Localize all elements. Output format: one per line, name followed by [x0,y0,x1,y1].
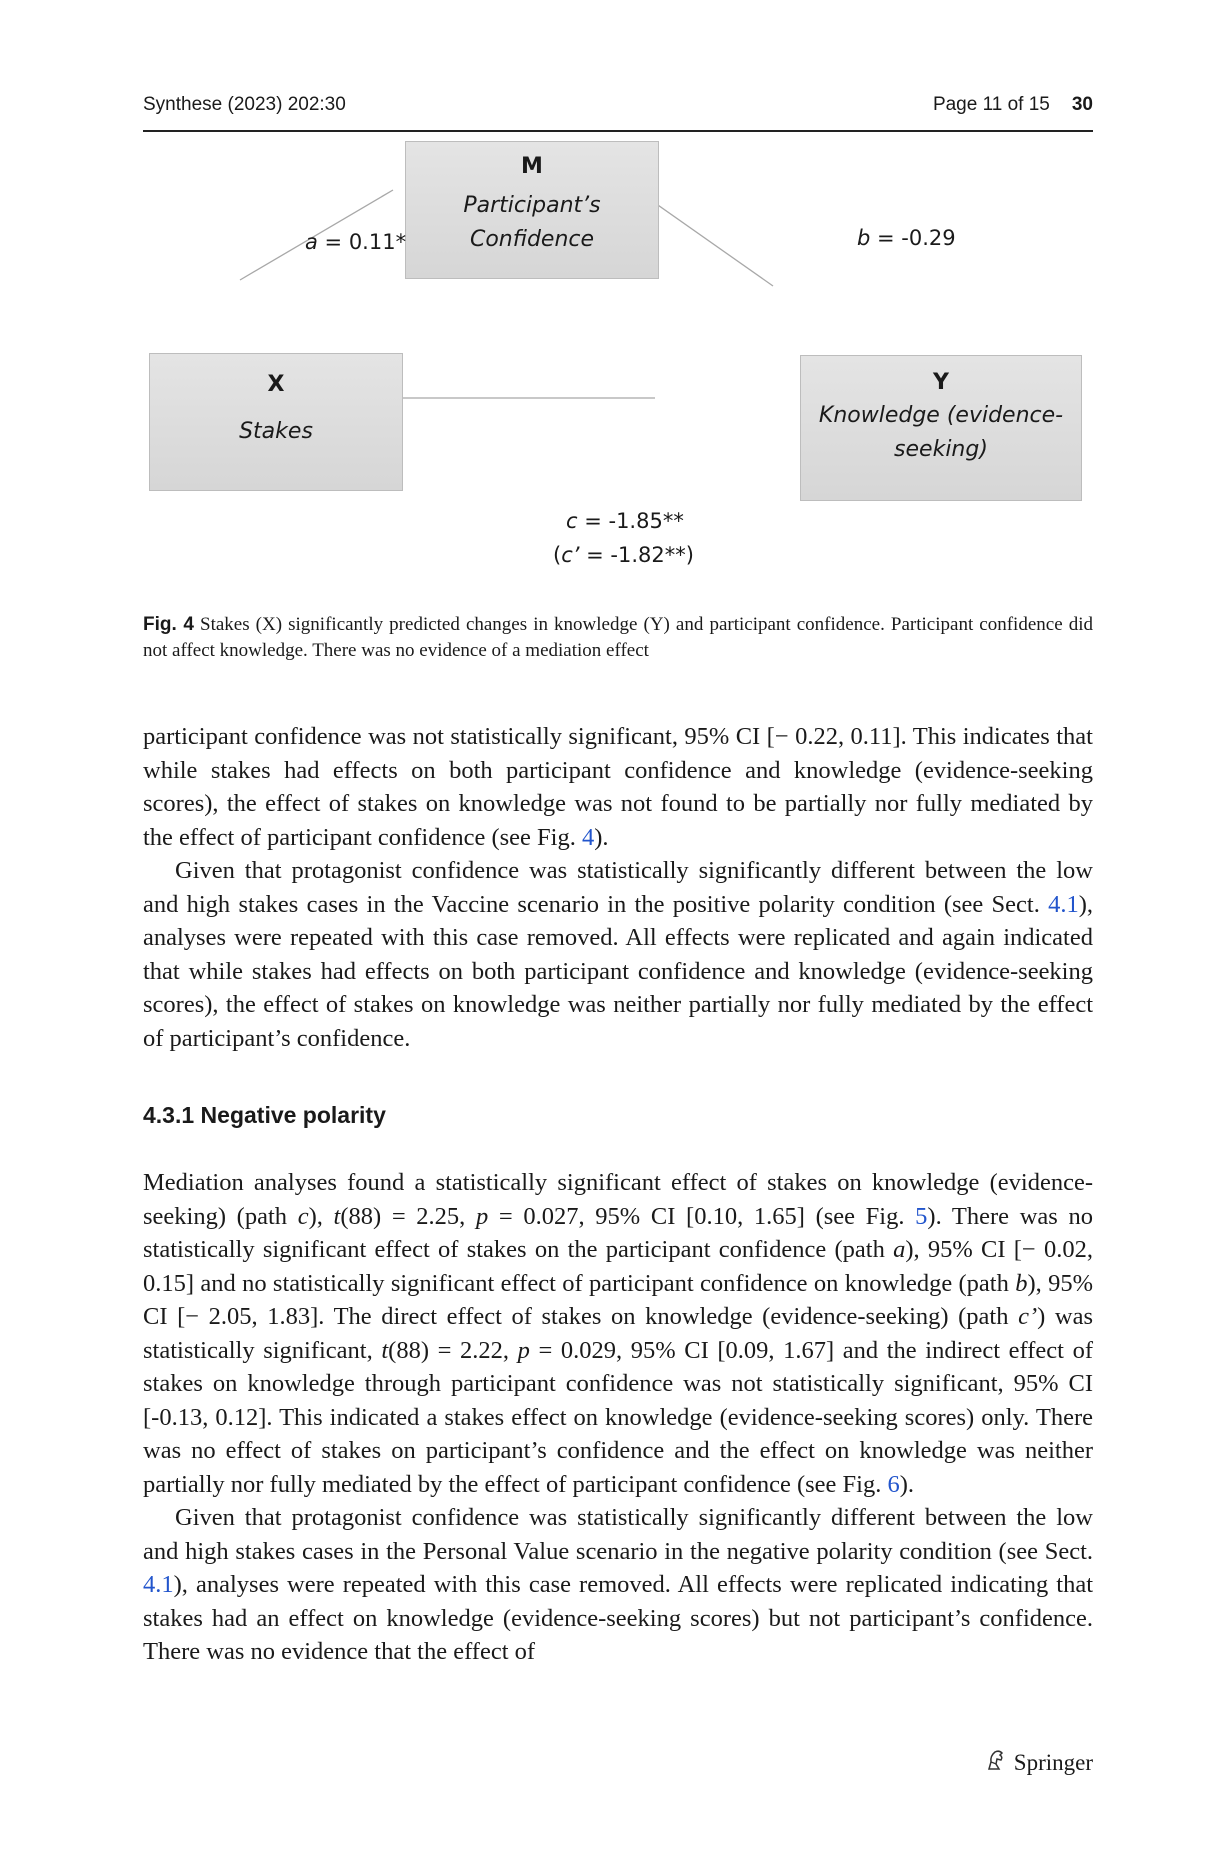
p3-text-10: = 0.029, 95% CI [0.09, 1.67] and the indirect effect of stakes on knowledge through participant confidence was not statistically significant, 95% CI [-0.13, 0.12]. This indicated a stakes effect on knowledge (evidence-seeking scores) only. There was no effect of stakes on participant’s confidence and the effect on knowledge was neither partially nor fully mediated by the effect of participant confidence (see Fig. [143,1336,1094,1498]
mediator-label [406,189,658,257]
p3-text-8: ) was statistically significant, [143,1303,1093,1364]
predictor-label: Stakes [239,419,313,444]
running-head [143,90,1093,132]
paragraph-2-end: ), analyses were repeated with this case removed. All effects were replicated and again indicated that while stakes had effects on both participant confidence and knowledge (evidence-seeking scores), the effect of stakes on knowledge was neither partially nor fully mediated by the effect of participant’s confidence. [143,890,1093,1052]
figure-4-link[interactable]: 4 [582,823,595,851]
paragraph-1 [143,720,1093,854]
figure-caption-text: Stakes (X) significantly predicted changes in knowledge (Y) and participant confidence. Participant confidence did not affect knowledge. There was no evidence of a mediation effect [143,614,1093,661]
paragraph-2 [143,854,1093,1055]
predictor-letter: X [267,372,285,397]
paragraph-4-end: ), analyses were repeated with this case removed. All effects were replicated indicating that stakes had an effect on knowledge (evidence-seeking scores) but not participant’s confidence. There was no evidence that the effect of [143,1571,1093,1665]
p3-path-a: a [893,1236,906,1263]
outcome-box [800,355,1082,501]
paragraph-1-end: ). [594,823,609,851]
page-indicator [933,94,1093,116]
path-c-prime-coefficient [553,543,694,567]
path-b-symbol: b [857,226,871,250]
mediator-letter: M [521,154,543,179]
page-label: Page 11 of 15 [932,94,1050,115]
p3-text-4: = 0.027, 95% CI [0.10, 1.65] (see Fig. [488,1202,916,1230]
path-c-coefficient [566,509,684,533]
path-c-prime-value: = -1.82**) [579,543,694,567]
p3-text-6: ), 95% CI [− 0.02, 0.15] and no statistically significant effect of participant confidence on knowledge (path [143,1236,1093,1297]
path-a-coefficient [305,230,406,254]
path-b-value: = -0.29 [870,226,956,250]
p3-path-b: b [1015,1269,1028,1297]
figure-5-link[interactable]: 5 [915,1202,928,1230]
paragraph-3 [143,1166,1093,1501]
path-b-coefficient [857,226,956,250]
path-c-value: = -1.85** [577,509,684,533]
springer-horse-logo-icon [984,1748,1008,1778]
path-c-prime-open: ( [553,543,562,567]
p3-text-11: ). [899,1470,915,1498]
article-number: 30 [1071,94,1093,115]
paragraph-4 [143,1501,1093,1669]
section-heading: 4.3.1 Negative polarity [143,1102,386,1128]
mediator-label-line2: Confidence [469,227,595,252]
p3-text-3: (88) = 2.25, [340,1202,476,1230]
p3-text-7: ), 95% CI [− 2.05, 1.83]. The direct effect of stakes on knowledge (evidence-seeking) (path [143,1269,1093,1330]
path-c-prime-symbol: c’ [561,543,580,567]
p3-p-2: p [517,1336,530,1364]
figure-6-link[interactable]: 6 [887,1470,900,1498]
paragraph-2-text: Given that protagonist confidence was statistically significantly different between the low and high stakes cases in the Vaccine scenario in the positive polarity condition (see Sect. [143,857,1093,918]
p3-t-2: t [381,1336,389,1364]
p3-text-1: Mediation analyses found a statistically significant effect of stakes on knowledge (evidence-seeking) (path [143,1169,1093,1230]
mediator-box [405,141,659,279]
figure-caption-label: Fig. 4 [143,614,194,635]
outcome-label-line2: seeking) [894,437,988,462]
predictor-box [149,353,403,491]
p3-text-5: ). There was no statistically significant effect of stakes on the participant confidence (path [143,1202,1093,1263]
publisher-footer [984,1748,1093,1778]
outcome-label [801,399,1081,467]
p3-t-1: t [333,1202,341,1230]
p3-path-c-prime: c’ [1018,1303,1038,1330]
path-c-symbol: c [566,509,578,533]
path-a-value: = 0.11* [317,230,407,254]
p3-text-2: ), [308,1202,334,1230]
mediation-diagram [143,150,1093,590]
body-text-lower [143,1166,1093,1669]
figure-caption [143,612,1093,664]
path-a-symbol: a [305,230,318,254]
section-4-1-link-2[interactable]: 4.1 [143,1571,174,1598]
mediator-label-line1: Participant’s [463,193,601,218]
p3-text-9: (88) = 2.22, [388,1336,518,1364]
outcome-label-line1: Knowledge (evidence- [818,403,1064,428]
p3-path-c: c [297,1202,309,1230]
p3-p-1: p [475,1202,489,1230]
body-text-upper [143,720,1093,1055]
publisher-name: Springer [1013,1750,1093,1775]
journal-citation: Synthese (2023) 202:30 [143,94,346,115]
paragraph-4-text: Given that protagonist confidence was statistically significantly different between the low and high stakes cases in the Personal Value scenario in the negative polarity condition (see Sect. [143,1504,1093,1565]
paragraph-1-text: participant confidence was not statistically significant, 95% CI [− 0.22, 0.11]. This indicates that while stakes had effects on both participant confidence and knowledge (evidence-seeking scores), the effect of stakes on knowledge was not found to be partially nor fully mediated by the effect of participant confidence (see Fig. [143,723,1093,851]
section-4-1-link[interactable]: 4.1 [1048,890,1079,918]
outcome-letter: Y [933,370,949,395]
